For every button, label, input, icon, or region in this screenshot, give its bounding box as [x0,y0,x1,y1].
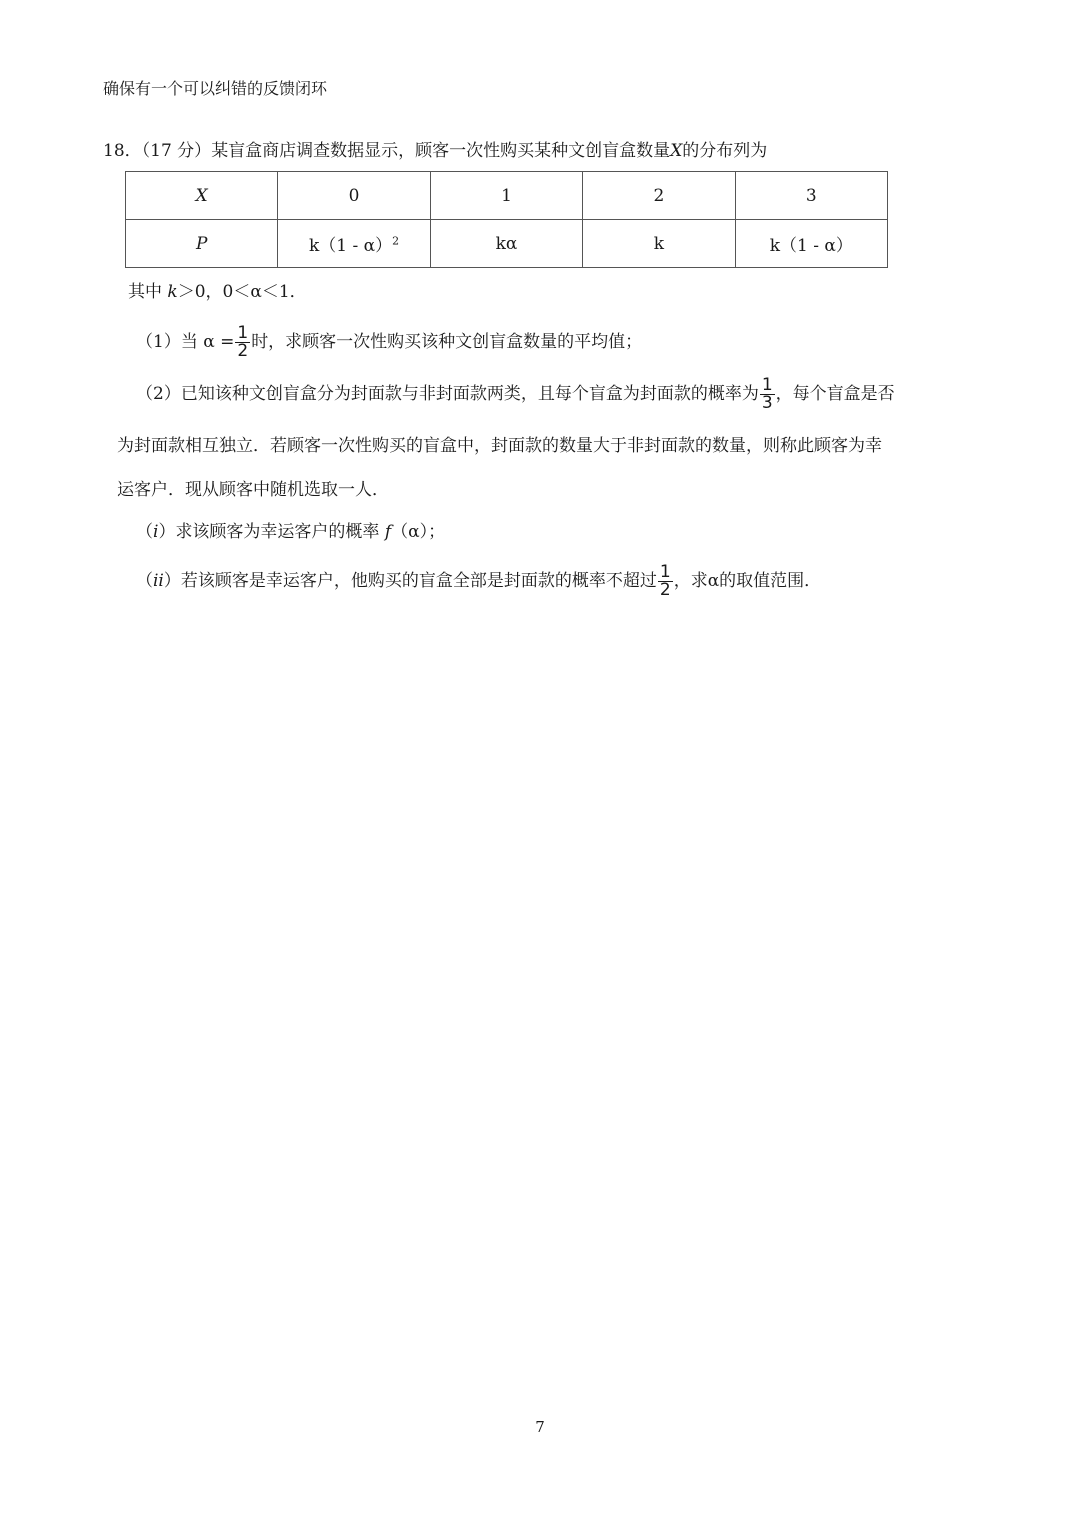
page-number: 7 [535,1418,545,1436]
part-1-prefix: （1）当 α = [136,332,235,352]
condition-text: 其中 [128,282,168,302]
fraction-denominator: 2 [659,580,671,600]
fraction-one-half [658,564,673,599]
distribution-table [125,171,888,268]
fraction-numerator: 1 [237,323,249,343]
question-text: 某盲盒商店调查数据显示，顾客一次性购买某种文创盲盒数量 [211,141,671,161]
question-stem [103,139,767,163]
variable-k: k [167,282,178,302]
exponent: 2 [392,234,400,248]
fraction-one-half [235,325,250,360]
question-score: （17 分） [141,141,212,161]
paren-close: ） [158,522,176,542]
table-cell: 3 [735,172,887,220]
part-2-line-2: 为封面款相互独立．若顾客一次性购买的盲盒中，封面款的数量大于非封面款的数量，则称此顾客为幸 [117,436,882,456]
paren-close: ） [163,571,181,591]
prob-expression: k（1 - α） [309,236,393,256]
table-cell: 1 [430,172,582,220]
part-1 [136,322,642,362]
table-cell [278,220,430,268]
table-cell: kα [430,220,582,268]
condition-text-end: ＞0，0＜α＜1． [177,282,307,302]
table-cell: 0 [278,172,430,220]
sub-question-ii [136,558,821,604]
table-row [126,172,888,220]
variable-x: X [670,141,683,161]
part-2-line-3: 运客户．现从顾客中随机选取一人． [117,480,389,500]
fraction-numerator: 1 [659,562,671,582]
fraction-one-third [760,377,775,412]
part-2-text: （2）已知该种文创盲盒分为封面款与非封面款两类，且每个盲盒为封面款的概率为 [136,384,759,404]
condition-line [128,280,307,304]
question-text-end: 的分布列为 [682,141,768,161]
sub-ii-text: 若该顾客是幸运客户，他购买的盲盒全部是封面款的概率不超过 [180,571,657,591]
function-arg: （α）； [391,522,446,542]
function-f: f [384,522,392,542]
fraction-numerator: 1 [761,375,773,395]
part-2-text-end: ，每个盲盒是否 [775,384,895,404]
sub-ii-text-end: ，求α的取值范围． [673,571,822,591]
table-header-x: X [126,172,278,220]
part-2-line-1 [136,374,895,414]
sub-question-i [136,520,445,544]
fraction-denominator: 2 [237,341,249,361]
paren-open: （ [136,571,153,591]
paren-open: （ [136,522,153,542]
table-header-p: P [126,220,278,268]
table-row [126,220,888,268]
header-note: 确保有一个可以纠错的反馈闭环 [103,79,328,98]
roman-numeral: ii [153,571,164,591]
fraction-denominator: 3 [761,393,773,413]
table-cell: 2 [583,172,735,220]
table-cell: k（1 - α） [735,220,887,268]
roman-numeral: i [153,522,159,542]
part-1-text: 时，求顾客一次性购买该种文创盲盒数量的平均值； [251,332,643,352]
question-number: 18． [103,141,142,161]
table-cell: k [583,220,735,268]
sub-i-text: 求该顾客为幸运客户的概率 [175,522,385,542]
